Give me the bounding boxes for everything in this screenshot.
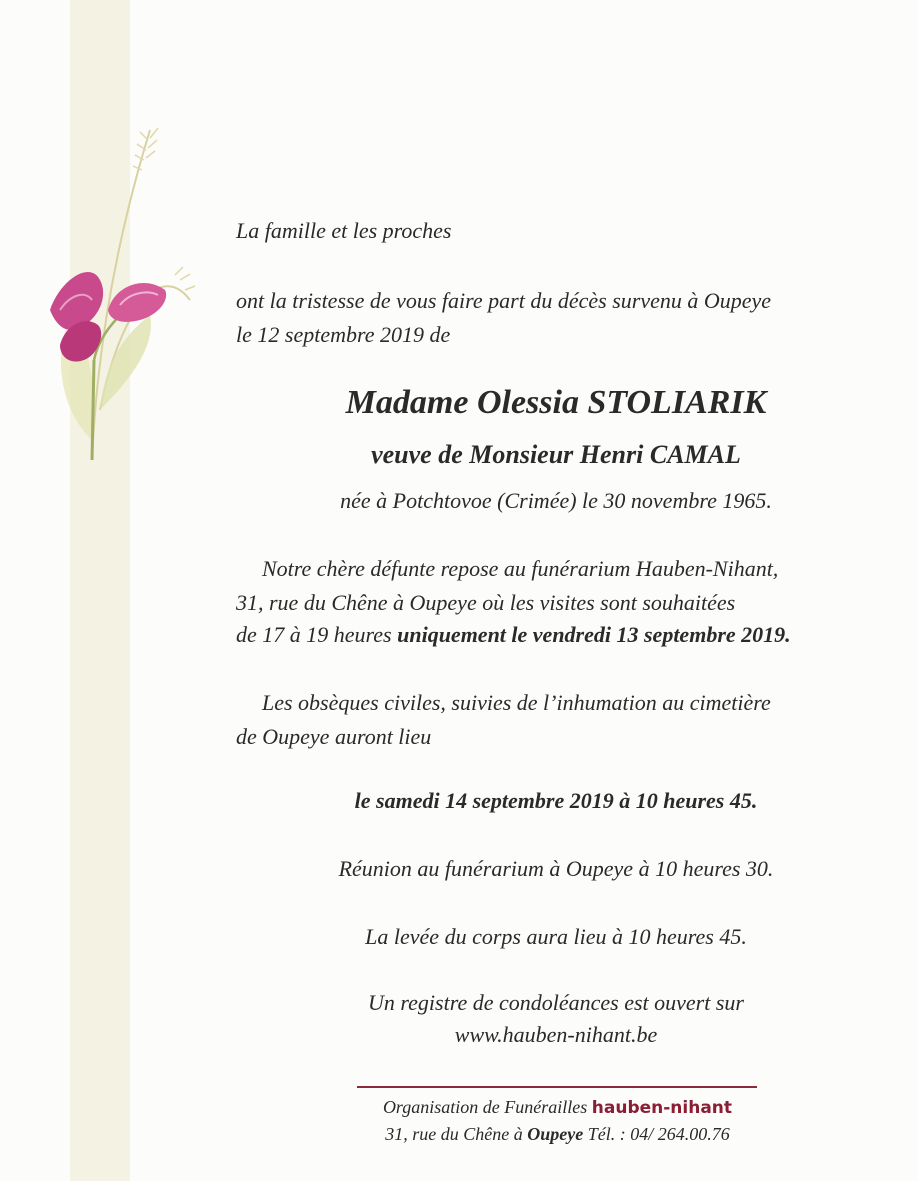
rest-line-3 — [236, 618, 791, 652]
birth-info: née à Potchtovoe (Crimée) le 30 novembre 1965. — [340, 488, 772, 513]
visit-date: uniquement le vendredi 13 septembre 2019. — [397, 622, 791, 647]
phone-number: Tél. : 04/ 264.00.76 — [583, 1124, 730, 1144]
footer-org — [300, 1097, 815, 1118]
footer-divider — [357, 1086, 757, 1088]
footer-address — [300, 1124, 815, 1145]
brand-logo: hauben-nihant — [591, 1098, 733, 1118]
rest-line-2: 31, rue du Chêne à Oupeye où les visites sont souhaitées — [236, 590, 736, 615]
footer-org-label: Organisation de Funérailles — [382, 1097, 592, 1117]
address-street: 31, rue du Chêne à — [385, 1124, 528, 1144]
funeral-line-1: Les obsèques civiles, suivies de l’inhumation au cimetière — [262, 690, 771, 715]
funeral-date: le samedi 14 septembre 2019 à 10 heures 45. — [354, 788, 758, 813]
announce-line-2: le 12 septembre 2019 de — [236, 322, 451, 347]
widow-of: veuve de Monsieur Henri CAMAL — [371, 440, 741, 469]
visit-hours: de 17 à 19 heures — [236, 622, 398, 647]
funeral-line-2: de Oupeye auront lieu — [236, 724, 432, 749]
rest-line-1: Notre chère défunte repose au funérarium Hauben-Nihant, — [262, 556, 779, 581]
deceased-name: Madame Olessia STOLIARIK — [345, 384, 767, 421]
gathering-info: Réunion au funérarium à Oupeye à 10 heures 30. — [338, 856, 774, 881]
address-city: Oupeye — [527, 1124, 584, 1144]
register-text: Un registre de condoléances est ouvert sur — [368, 990, 744, 1015]
intro-text: La famille et les proches — [236, 218, 452, 243]
register-url[interactable]: www.hauben-nihant.be — [454, 1022, 658, 1047]
calla-lily-icon — [30, 110, 210, 470]
lifting-info: La levée du corps aura lieu à 10 heures 45. — [365, 924, 747, 949]
announce-line-1: ont la tristesse de vous faire part du décès survenu à Oupeye — [236, 288, 772, 313]
